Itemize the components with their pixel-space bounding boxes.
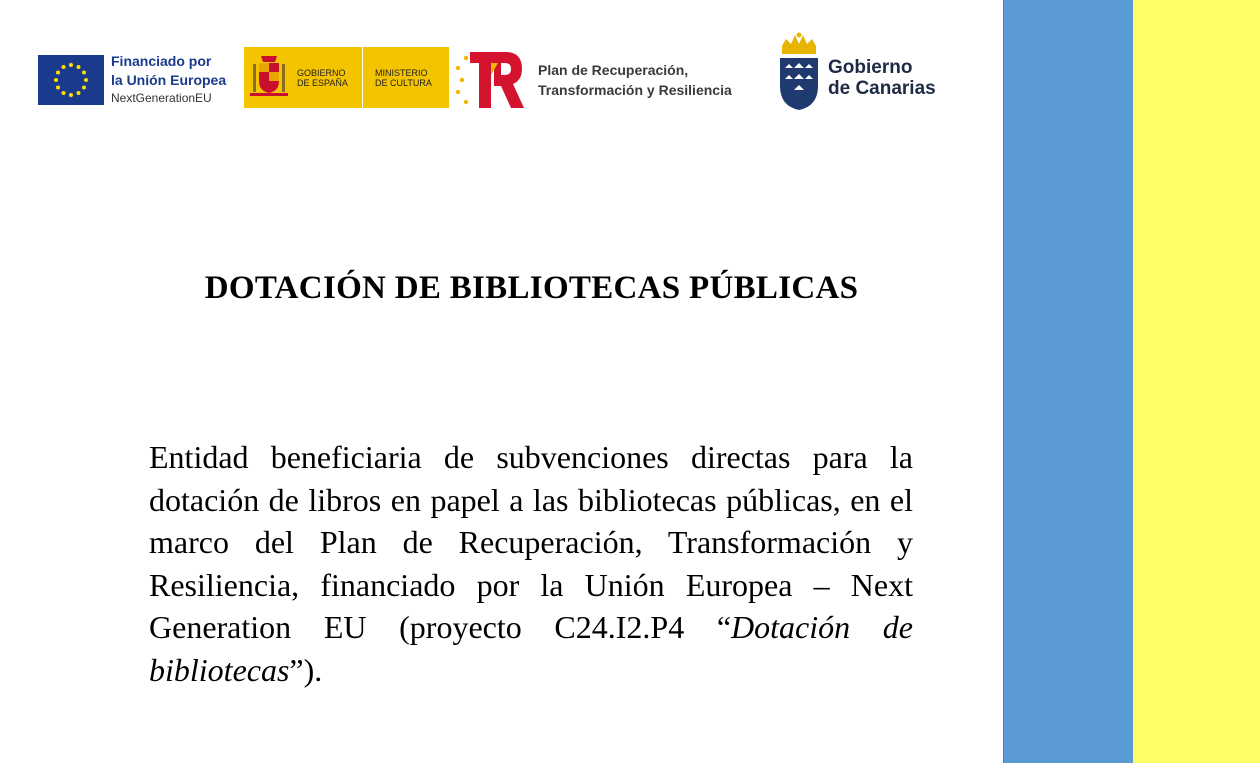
spain-box1-line2: DE ESPAÑA [297, 77, 348, 88]
canarias-shield-icon [776, 32, 822, 112]
body-main-text: Entidad beneficiaria de subvenciones directas para la dotación de libros en papel a las bibliotecas públicas, en el marco del Plan de Recuperación, Transformación y Resiliencia, financiado por la Unión Europea – Next Generation EU (proyecto C24.I2.P4 “ [149, 439, 913, 645]
ministerio-cultura-label [363, 47, 449, 108]
body-paragraph [149, 436, 913, 691]
plan-recuperacion-logo [454, 50, 732, 110]
eu-logo-line2: la Unión Europea [111, 72, 227, 88]
prtr-line1: Plan de Recuperación, [538, 62, 689, 78]
spain-shield-quarter [259, 63, 269, 72]
prtr-r-shape [494, 52, 524, 108]
yellow-side-stripe [1133, 0, 1260, 763]
body-end-text: ”). [289, 651, 323, 688]
spain-box1-line1: GOBIERNO [297, 67, 346, 78]
gobierno-canarias-logo [776, 32, 936, 112]
prtr-stars [456, 56, 468, 104]
blue-side-stripe [1003, 0, 1133, 763]
prtr-mark-icon [454, 50, 524, 110]
spain-box2-line2: DE CULTURA [375, 77, 432, 88]
spain-shield-pillar-right [282, 64, 285, 92]
canarias-crown-cross [797, 33, 802, 38]
eu-flag-background [38, 55, 104, 105]
plan-recuperacion-text [538, 60, 732, 100]
eu-logo-text [111, 52, 226, 108]
gobierno-espana-label [294, 47, 362, 108]
spain-shield-ribbon [250, 93, 288, 96]
gobierno-canarias-text [828, 57, 936, 99]
spain-shield-pillar-left [253, 64, 256, 92]
spain-shield-crown [261, 56, 277, 62]
spain-coat-of-arms-icon [244, 47, 294, 108]
eu-logo-line3: NextGenerationEU [111, 91, 212, 105]
canarias-line1: Gobierno [828, 57, 913, 78]
canarias-line2: de Canarias [828, 78, 936, 99]
page-title: DOTACIÓN DE BIBLIOTECAS PÚBLICAS [204, 270, 859, 306]
canarias-crown [782, 35, 816, 54]
body-italic-text: Dotación de bibliotecas [149, 609, 913, 688]
eu-funding-logo [38, 52, 226, 108]
prtr-line2: Transformación y Resiliencia [538, 82, 732, 98]
eu-logo-line1: Financiado por [111, 53, 212, 69]
eu-flag-icon [38, 55, 104, 105]
spain-shield-quarter-2 [269, 72, 279, 81]
gobierno-espana-logo [244, 47, 449, 108]
spain-box2-line1: MINISTERIO [375, 67, 428, 78]
